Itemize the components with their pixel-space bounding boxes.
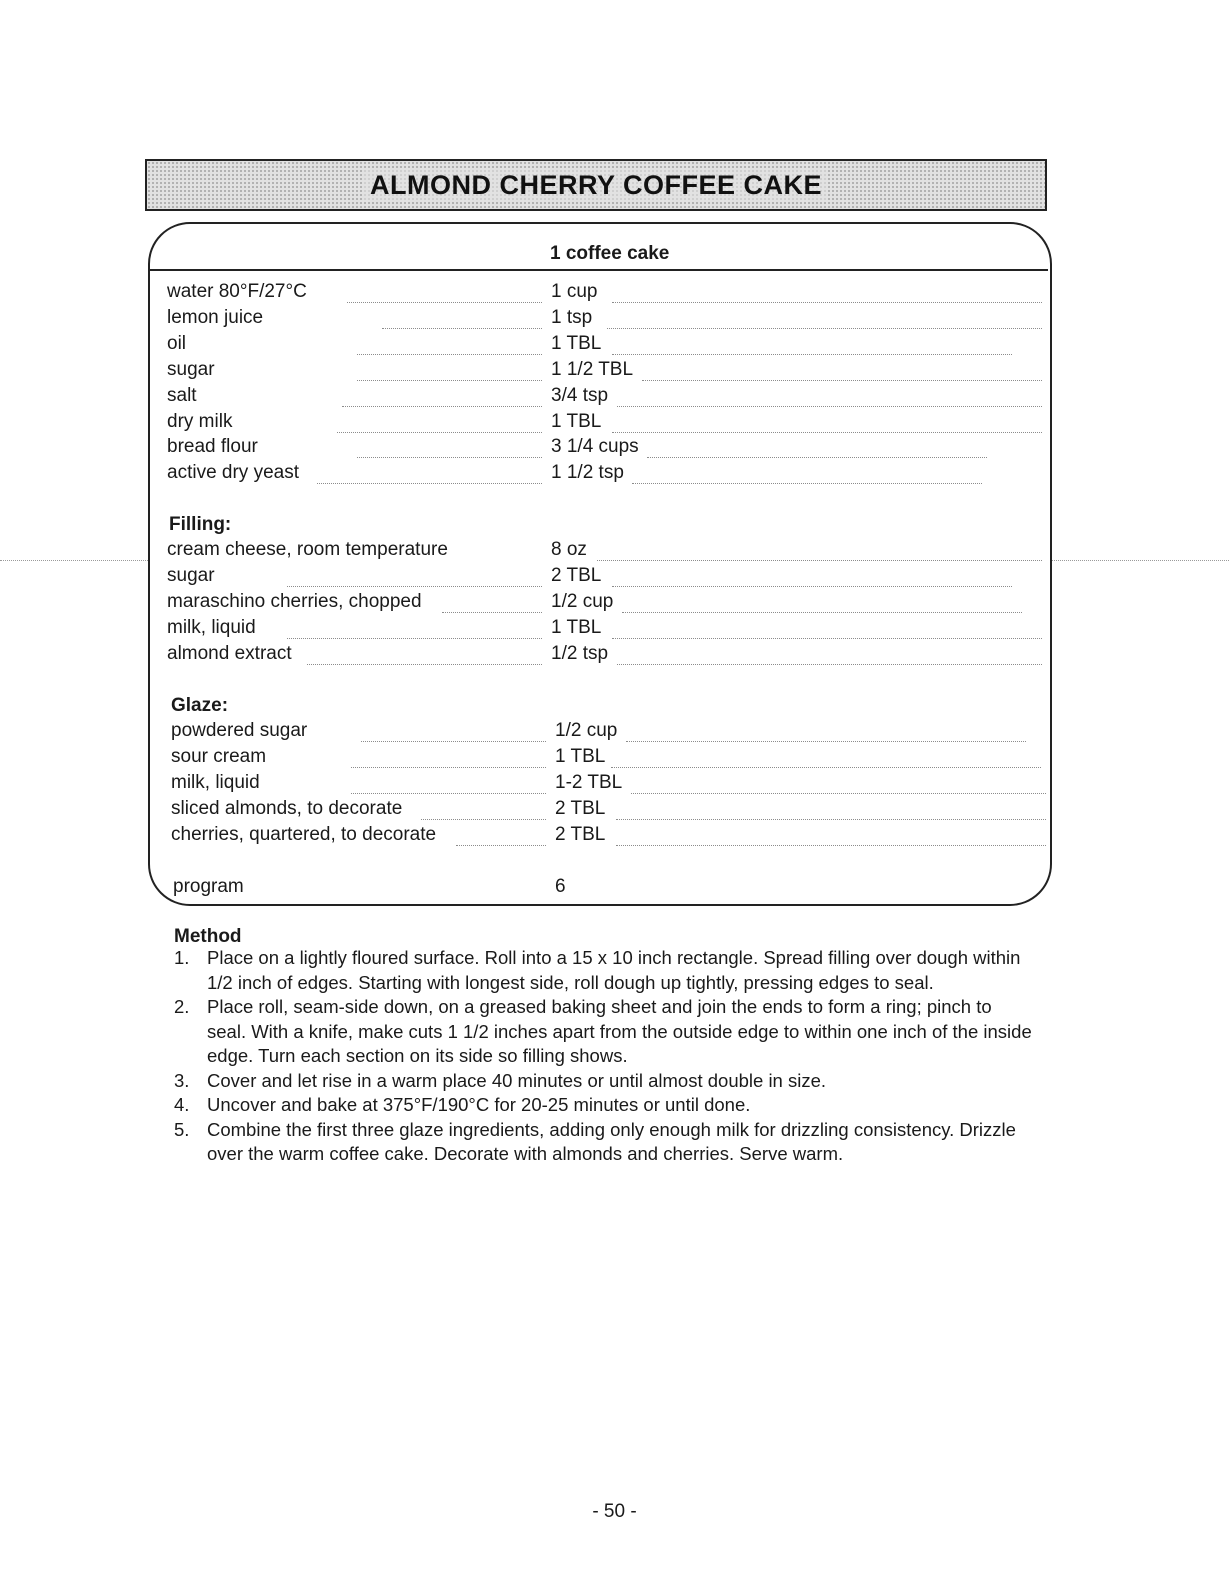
step-number: 4. (174, 1094, 190, 1115)
glaze-row (171, 746, 1049, 772)
step-number: 3. (174, 1069, 190, 1091)
leader-line (642, 380, 1042, 381)
step-text: Place roll, seam-side down, on a greased baking sheet and join the ends to form a ring; pinch to seal. With a knife, make cuts 1 1/2 inches apart from the outside edge to within one inch of the inside edge. Turn each section on its side so filling shows. (207, 996, 1032, 1066)
glaze-heading: Glaze: (171, 695, 229, 716)
leader-line (631, 793, 1046, 794)
leader-line (442, 612, 542, 613)
filling-row (167, 617, 1045, 643)
leader-line (347, 302, 542, 303)
step-number: 2. (174, 996, 190, 1017)
leader-line (612, 354, 1012, 355)
leader-line (607, 328, 1042, 329)
ingredient-row (167, 462, 1045, 488)
step-text: Cover and let rise in a warm place 40 minutes or until almost double in size. (207, 1069, 827, 1091)
filling-row (167, 643, 1045, 669)
leader-line (351, 793, 546, 794)
leader-line (632, 483, 982, 484)
method-step (174, 946, 1034, 995)
filling-row (167, 565, 1045, 591)
ingredient-name: bread flour (167, 436, 258, 457)
ingredient-amount: 1 cup (551, 281, 598, 302)
leader-line (357, 354, 542, 355)
step-number: 1. (174, 947, 190, 968)
ingredient-amount: 1 TBL (551, 617, 602, 638)
ingredient-amount: 3/4 tsp (551, 385, 609, 406)
leader-line (317, 483, 542, 484)
leader-line (612, 302, 1042, 303)
step-text: Combine the first three glaze ingredients, adding only enough milk for drizzling consistency. Drizzle over the warm coffee cake. Decorate with almonds and cherries. Serve warm. (207, 1118, 1016, 1164)
leader-line (287, 586, 542, 587)
step-text: Place on a lightly floured surface. Roll into a 15 x 10 inch rectangle. Spread filling over dough within 1/2 inch of edges. Starting with longest side, roll dough up tightly, pressing edges to seal. (207, 947, 1021, 993)
yield-header: 1 coffee cake (550, 243, 670, 264)
glaze-row (171, 824, 1049, 850)
ingredient-amount: 1 1/2 tsp (551, 462, 624, 483)
leader-line (622, 612, 1022, 613)
leader-line (357, 457, 542, 458)
leader-line (616, 845, 1046, 846)
glaze-row (171, 798, 1049, 824)
ingredient-amount: 8 oz (551, 539, 587, 560)
method-step (174, 995, 1034, 1069)
ingredient-amount: 2 TBL (551, 565, 602, 586)
filling-row (167, 591, 1045, 617)
ingredient-row (167, 281, 1045, 307)
step-text: Uncover and bake at 375°F/190°C for 20-25 minutes or until done. (207, 1094, 751, 1115)
filling-heading: Filling: (169, 514, 232, 535)
leader-line (612, 638, 1042, 639)
method-heading: Method (174, 926, 242, 947)
ingredient-name: oil (167, 333, 187, 354)
ingredient-amount: 2 TBL (555, 824, 606, 845)
ingredient-amount: 3 1/4 cups (551, 436, 639, 457)
ingredient-row (167, 307, 1045, 333)
glaze-row (171, 720, 1049, 746)
ingredient-amount: 1 tsp (551, 307, 593, 328)
ingredient-row (167, 411, 1045, 437)
ingredient-name: dry milk (167, 411, 233, 432)
recipe-title-bar (145, 159, 1047, 211)
ingredient-row (167, 436, 1045, 462)
ingredient-amount: 1 TBL (551, 333, 602, 354)
ingredient-name: sour cream (171, 746, 267, 767)
ingredient-name: milk, liquid (167, 617, 256, 638)
leader-line (307, 664, 542, 665)
leader-line (617, 664, 1042, 665)
page-number: - 50 - (592, 1501, 637, 1522)
ingredient-amount: 1 1/2 TBL (551, 359, 634, 380)
ingredient-amount: 1 TBL (555, 746, 606, 767)
step-number: 5. (174, 1118, 190, 1140)
method-steps (174, 946, 1034, 1167)
ingredient-row (167, 385, 1045, 411)
program-label: program (173, 876, 244, 897)
leader-line (361, 741, 546, 742)
method-step (174, 1118, 1034, 1167)
ingredient-amount: 1 TBL (551, 411, 602, 432)
ingredient-name: milk, liquid (171, 772, 260, 793)
leader-line (351, 767, 546, 768)
ingredient-name: salt (167, 385, 197, 406)
ingredient-name: cream cheese, room temperature (167, 539, 448, 560)
leader-line (421, 819, 546, 820)
leader-line (616, 819, 1046, 820)
ingredient-amount: 1/2 cup (551, 591, 614, 612)
ingredient-name: maraschino cherries, chopped (167, 591, 422, 612)
ingredient-amount: 1/2 cup (555, 720, 618, 741)
ingredient-name: cherries, quartered, to decorate (171, 824, 437, 845)
leader-line (456, 845, 546, 846)
ingredient-name: powdered sugar (171, 720, 308, 741)
leader-line (357, 380, 542, 381)
ingredient-name: sugar (167, 359, 215, 380)
leader-line (597, 560, 1042, 561)
leader-line (617, 406, 1042, 407)
ingredient-name: lemon juice (167, 307, 264, 328)
leader-line (612, 432, 1042, 433)
ingredient-name: sugar (167, 565, 215, 586)
program-value: 6 (555, 876, 566, 897)
filling-row (167, 539, 1045, 565)
glaze-row (171, 772, 1049, 798)
ingredient-name: active dry yeast (167, 462, 299, 483)
method-step (174, 1069, 1034, 1094)
ingredient-amount: 1-2 TBL (555, 772, 623, 793)
ingredient-name: water 80°F/27°C (167, 281, 307, 302)
leader-line (626, 741, 1026, 742)
recipe-title: ALMOND CHERRY COFFEE CAKE (364, 170, 828, 201)
ingredient-name: sliced almonds, to decorate (171, 798, 403, 819)
leader-line (611, 767, 1041, 768)
ingredient-amount: 1/2 tsp (551, 643, 609, 664)
leader-line (342, 406, 542, 407)
fold-line-right (1052, 560, 1229, 561)
method-step (174, 1093, 1034, 1118)
ingredient-row (167, 359, 1045, 385)
leader-line (287, 638, 542, 639)
leader-line (382, 328, 542, 329)
ingredient-name: almond extract (167, 643, 292, 664)
ingredient-amount: 2 TBL (555, 798, 606, 819)
leader-line (337, 432, 542, 433)
fold-line-left (0, 560, 148, 561)
header-divider (150, 269, 1048, 271)
ingredient-row (167, 333, 1045, 359)
leader-line (647, 457, 987, 458)
leader-line (612, 586, 1012, 587)
